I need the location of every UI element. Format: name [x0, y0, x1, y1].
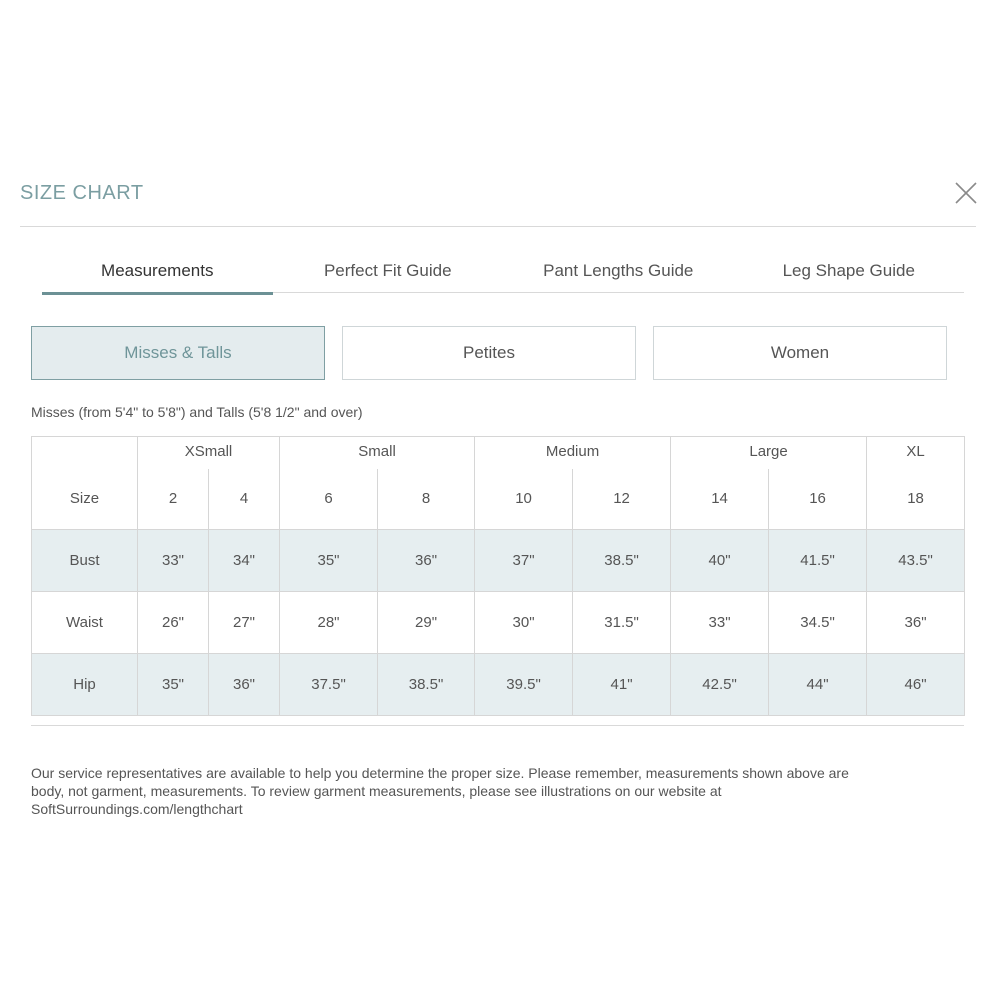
size-group-row	[32, 437, 965, 469]
table-cell: 35"	[280, 530, 378, 592]
table-cell: 33"	[671, 592, 769, 654]
size-cell: 4	[209, 469, 280, 530]
table-cell: 37.5"	[280, 654, 378, 716]
table-cell: 44"	[769, 654, 867, 716]
table-cell: 31.5"	[573, 592, 671, 654]
segment-petites[interactable]: Petites	[342, 326, 636, 380]
footnote-line: Our service representatives are available to help you determine the proper size. Please remember, measurements shown above are	[31, 765, 849, 781]
table-cell: 35"	[138, 654, 209, 716]
close-icon[interactable]	[953, 180, 979, 206]
table-bottom-divider	[31, 725, 964, 726]
row-label: Hip	[32, 654, 138, 716]
size-cell: 12	[573, 469, 671, 530]
table-cell: 36"	[378, 530, 475, 592]
footnote-line: body, not garment, measurements. To review garment measurements, please see illustrations on our website at	[31, 783, 722, 799]
tab-bar	[42, 248, 964, 293]
segment-women[interactable]: Women	[653, 326, 947, 380]
size-cell: 18	[867, 469, 965, 530]
table-cell: 33"	[138, 530, 209, 592]
size-cell: 16	[769, 469, 867, 530]
row-label: Waist	[32, 592, 138, 654]
size-category-selector	[31, 326, 947, 380]
table-cell: 37"	[475, 530, 573, 592]
group-large: Large	[671, 437, 867, 469]
tab-measurements[interactable]: Measurements	[42, 248, 273, 293]
group-small: Small	[280, 437, 475, 469]
size-cell: 14	[671, 469, 769, 530]
table-row-bust	[32, 530, 965, 592]
table-cell: 34"	[209, 530, 280, 592]
size-cell: 10	[475, 469, 573, 530]
table-cell: 29"	[378, 592, 475, 654]
table-cell: 28"	[280, 592, 378, 654]
table-row-hip	[32, 654, 965, 716]
table-cell: 40"	[671, 530, 769, 592]
size-number-row	[32, 469, 965, 530]
table-cell: 43.5"	[867, 530, 965, 592]
page-title: SIZE CHART	[20, 182, 144, 204]
size-label: Size	[32, 469, 138, 530]
table-cell: 30"	[475, 592, 573, 654]
footnote-link: SoftSurroundings.com/lengthchart	[31, 801, 243, 817]
segment-misses-talls[interactable]: Misses & Talls	[31, 326, 325, 380]
table-cell: 36"	[209, 654, 280, 716]
size-cell: 6	[280, 469, 378, 530]
table-cell: 34.5"	[769, 592, 867, 654]
group-xsmall: XSmall	[138, 437, 280, 469]
size-range-caption: Misses (from 5'4" to 5'8") and Talls (5'8 1/2" and over)	[31, 404, 363, 420]
table-cell: 39.5"	[475, 654, 573, 716]
table-cell: 38.5"	[378, 654, 475, 716]
tab-perfect-fit-guide[interactable]: Perfect Fit Guide	[323, 260, 452, 280]
table-cell: 27"	[209, 592, 280, 654]
table-cell: 42.5"	[671, 654, 769, 716]
table-row-waist	[32, 592, 965, 654]
table-cell: 46"	[867, 654, 965, 716]
table-cell: 36"	[867, 592, 965, 654]
table-cell: 26"	[138, 592, 209, 654]
tab-pant-lengths-guide[interactable]: Pant Lengths Guide	[543, 260, 694, 280]
footnote	[31, 764, 951, 818]
corner-cell	[32, 437, 138, 469]
size-cell: 2	[138, 469, 209, 530]
row-label: Bust	[32, 530, 138, 592]
size-cell: 8	[378, 469, 475, 530]
group-medium: Medium	[475, 437, 671, 469]
header-divider	[20, 226, 976, 227]
tab-leg-shape-guide[interactable]: Leg Shape Guide	[782, 260, 915, 280]
table-cell: 38.5"	[573, 530, 671, 592]
table-cell: 41.5"	[769, 530, 867, 592]
group-xl: XL	[867, 437, 965, 469]
size-table	[31, 436, 965, 716]
table-cell: 41"	[573, 654, 671, 716]
